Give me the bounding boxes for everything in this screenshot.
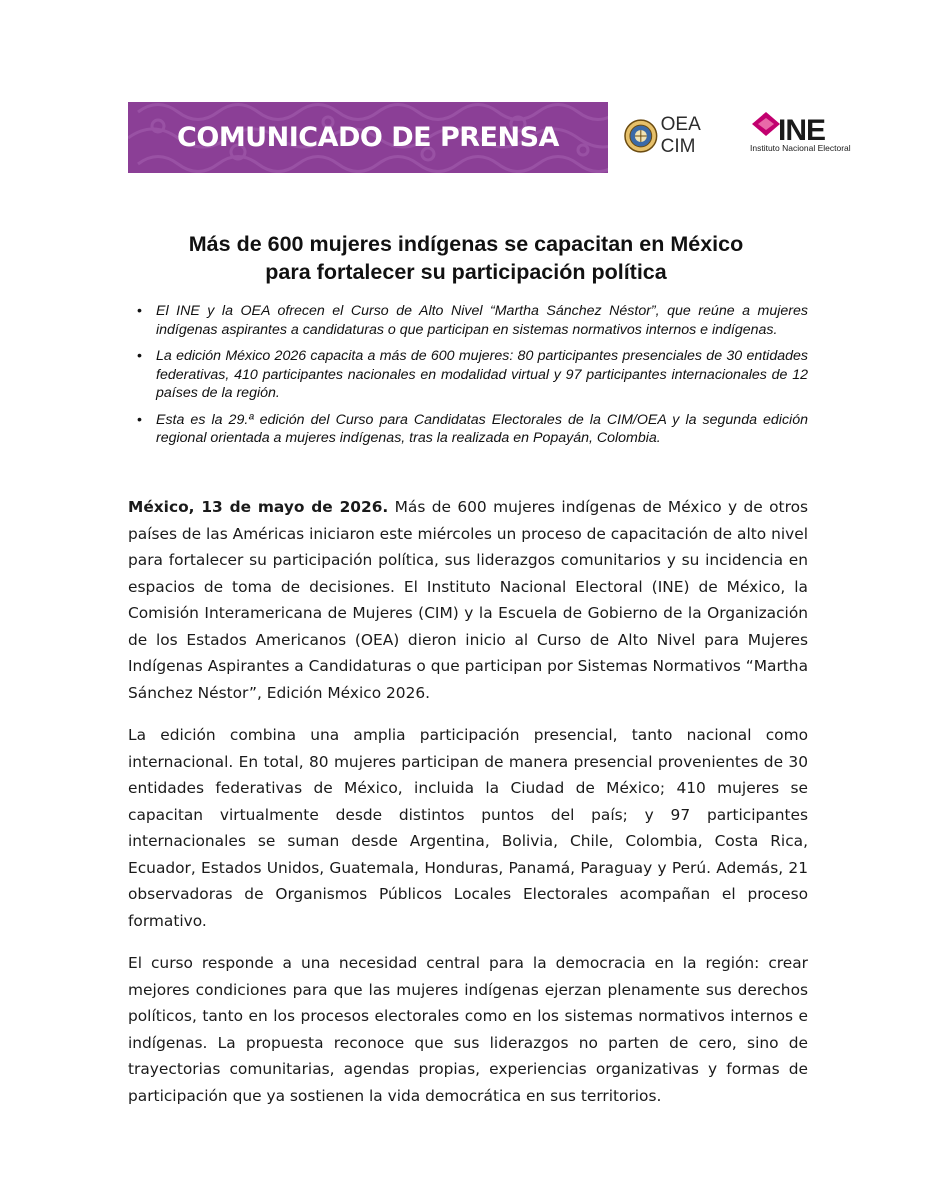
headline [128,230,804,286]
paragraph-1-text: Más de 600 mujeres indígenas de México y de otros países de las Américas iniciaron este miércoles un proceso de capacitación de alto nivel para fortalecer su participación política, sus liderazgos comunitarios y su incidencia en espacios de toma de decisiones. El Instituto Nacional Electoral (INE) de México, la Comisión Interamericana de Mujeres (CIM) y la Escuela de Gobierno de la Organización de los Estados Americanos (OEA) dieron inicio al Curso de Alto Nivel para Mujeres Indígenas Aspirantes a Candidaturas o que participan por Sistemas Normativos “Martha Sánchez Néstor”, Edición México 2026. [128,498,809,702]
headline-line-2: para fortalecer su participación política [265,260,667,284]
headline-line-1: Más de 600 mujeres indígenas se capacitan en México [188,232,744,256]
oea-seal-icon [624,119,658,153]
oea-cim-logo [624,116,739,156]
bullet-icon: • [137,411,142,428]
bullet-text: La edición México 2026 capacita a más de 600 mujeres: 80 participantes presenciales de 30 entidades federativas, 410 participantes nacionales en modalidad virtual y 97 participantes internacionales de 12 países de la región. [156,348,808,401]
paragraph-3: El curso responde a una necesidad central para la democracia en la región: crear mejores condiciones para que las mujeres indígenas ejerzan plenamente sus derechos políticos, tanto en los procesos electorales como en los sistemas normativos internos e indígenas. La propuesta reconoce que sus liderazgos no parten de cero, sino de trayectorias comunitarias, agendas propias, experiencias organizativas y formas de participación que ya sostienen la vida democrática en sus territorios. [128,954,808,1105]
bullet-text: Esta es la 29.ª edición del Curso para Candidatas Electorales de la CIM/OEA y la segunda edición regional orientada a mujeres indígenas, tras la realizada en Popayán, Colombia. [156,411,808,446]
paragraph-1 [128,494,808,706]
bullet-icon: • [137,303,142,319]
bullet-icon: • [137,348,142,364]
ine-text: INE [778,114,826,147]
bullet-text: El INE y la OEA ofrecen el Curso de Alto Nivel “Martha Sánchez Néstor”, que reúne a mujeres indígenas aspirantes a candidaturas o que participan en sistemas normativos internos e indígenas. [156,303,808,338]
summary-bullets [128,302,808,456]
press-release-banner [128,102,608,173]
oea-cim-text: OEA CIM [660,114,700,157]
dateline: México, 13 de mayo de 2026. [128,498,389,516]
ine-logo [748,110,858,160]
paragraph-2: La edición combina una amplia participación presencial, tanto nacional como internacional. En total, 80 mujeres participan de manera presencial provenientes de 30 entidades federativas de México, incluida la Ciudad de México; 410 mujeres se capacitan virtualmente desde distintos puntos del país; y 97 participantes internacionales se suman desde Argentina, Bolivia, Chile, Colombia, Costa Rica, Ecuador, Estados Unidos, Guatemala, Honduras, Panamá, Paraguay y Perú. Además, 21 observadoras de Organismos Públicos Locales Electorales acompañan el proceso formativo. [128,726,808,930]
bullet-item [128,411,808,448]
body-text [128,494,808,1125]
banner-title: COMUNICADO DE PRENSA [177,122,559,153]
bullet-item [128,302,808,339]
ine-subtitle: Instituto Nacional Electoral [750,143,851,153]
bullet-item [128,347,808,403]
